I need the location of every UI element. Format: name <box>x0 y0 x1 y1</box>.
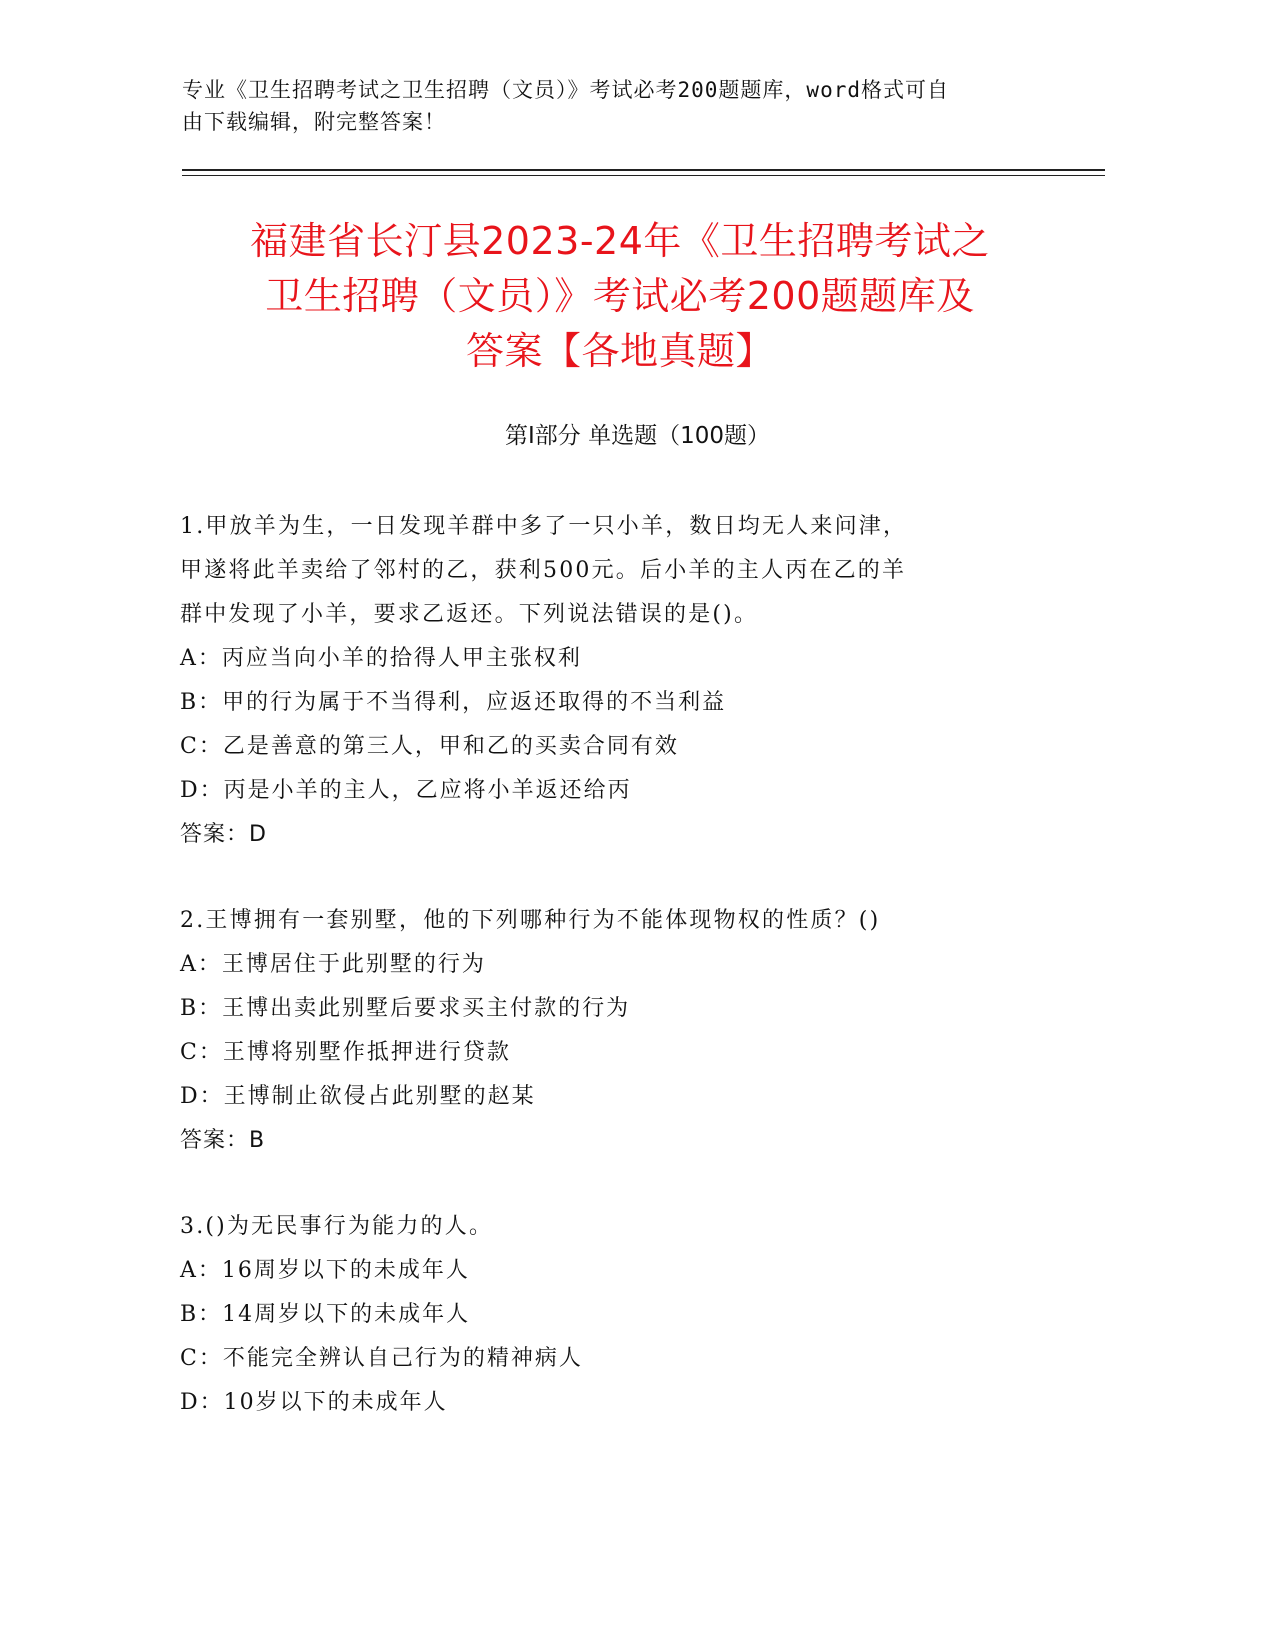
option-a: A：丙应当向小羊的拾得人甲主张权利 <box>180 646 582 671</box>
stem-line: 2.王博拥有一套别墅，他的下列哪种行为不能体现物权的性质？() <box>180 908 881 933</box>
question-1 <box>180 505 1030 857</box>
stem-line: 3.()为无民事行为能力的人。 <box>180 1214 494 1239</box>
option-b: B：王博出卖此别墅后要求买主付款的行为 <box>180 996 631 1021</box>
option-b: B：甲的行为属于不当得利，应返还取得的不当利益 <box>180 690 727 715</box>
question-list <box>180 505 1030 1467</box>
header-divider-thin <box>182 175 1105 176</box>
question-2 <box>180 899 1030 1163</box>
option-c: C：王博将别墅作抵押进行贷款 <box>180 1040 511 1065</box>
stem-line: 1.甲放羊为生，一日发现羊群中多了一只小羊，数日均无人来问津， <box>180 514 908 539</box>
option-a: A：16周岁以下的未成年人 <box>180 1258 470 1283</box>
document-title <box>170 214 1070 379</box>
option-d: D：丙是小羊的主人，乙应将小羊返还给丙 <box>180 778 632 803</box>
answer-key: 答案：B <box>180 1128 266 1153</box>
section-heading: 第Ⅰ部分 单选题（100题） <box>505 423 770 449</box>
title-line: 答案【各地真题】 <box>465 329 774 373</box>
answer-key: 答案：D <box>180 822 267 847</box>
option-a: A：王博居住于此别墅的行为 <box>180 952 486 977</box>
option-d: D：10岁以下的未成年人 <box>180 1390 448 1415</box>
question-stem <box>180 505 1030 637</box>
title-line: 福建省长汀县2023-24年《卫生招聘考试之 <box>250 219 990 263</box>
stem-line: 甲遂将此羊卖给了邻村的乙，获利500元。后小羊的主人丙在乙的羊 <box>180 558 907 583</box>
question-stem <box>180 899 1030 943</box>
question-stem <box>180 1205 1030 1249</box>
header-note-line: 专业《卫生招聘考试之卫生招聘（文员）》考试必考200题题库，word格式可自 <box>182 78 949 102</box>
question-3 <box>180 1205 1030 1425</box>
stem-line: 群中发现了小羊，要求乙返还。下列说法错误的是()。 <box>180 602 759 627</box>
title-line: 卫生招聘（文员）》考试必考200题题库及 <box>265 274 975 318</box>
option-c: C：乙是善意的第三人，甲和乙的买卖合同有效 <box>180 734 679 759</box>
option-b: B：14周岁以下的未成年人 <box>180 1302 471 1327</box>
header-note <box>182 74 1062 138</box>
option-d: D：王博制止欲侵占此别墅的赵某 <box>180 1084 536 1109</box>
option-c: C：不能完全辨认自己行为的精神病人 <box>180 1346 583 1371</box>
header-divider-thick <box>182 169 1105 171</box>
header-note-line: 由下载编辑，附完整答案！ <box>182 110 446 134</box>
